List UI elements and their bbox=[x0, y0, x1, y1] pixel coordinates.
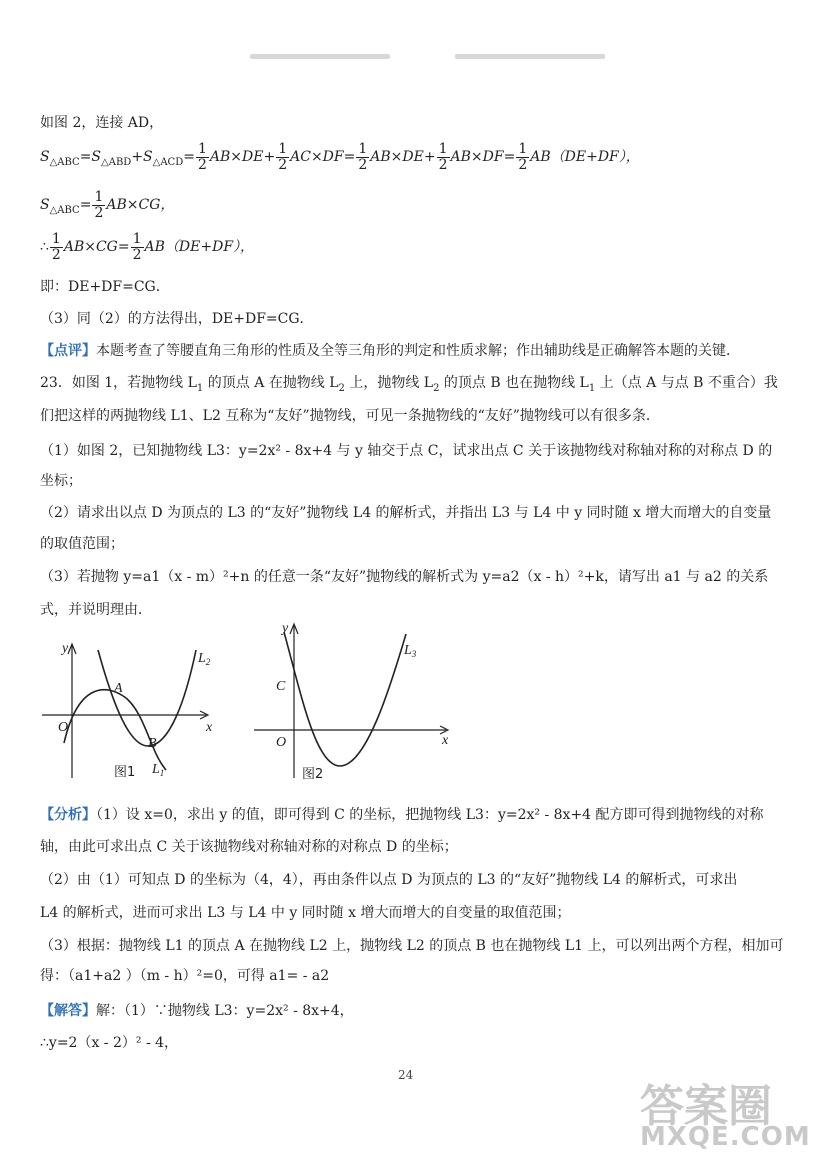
math-sub: △ACD bbox=[152, 156, 184, 168]
fig1-caption: 图1 bbox=[114, 765, 136, 780]
watermark-url: MXQE.COM bbox=[640, 1122, 811, 1152]
question-line: 的取值范围； bbox=[40, 536, 124, 552]
fig1-y-label: y bbox=[62, 641, 69, 656]
fraction: $\frac{1}{2}$ bbox=[438, 141, 448, 173]
math-text: +S bbox=[131, 149, 153, 166]
analysis-line: 轴，由此可求出点 C 关于该抛物线对称轴对称的对称点 D 的坐标； bbox=[40, 839, 458, 855]
fraction: $\frac{1}{2}$ bbox=[132, 231, 142, 263]
fraction: $\frac{1}{2}$ bbox=[358, 141, 368, 173]
fig2-point-c: C bbox=[276, 679, 286, 694]
fig1-origin-label: O bbox=[58, 720, 69, 735]
watermark-logo: 答案圈 bbox=[640, 1081, 772, 1132]
question-line: （3）若抛物 y=a1（x - m）²+n 的任意一条“友好”抛物线的解析式为 y=a2（x - h）²+k，请写出 a1 与 a2 的关系 bbox=[40, 569, 769, 585]
math-text: =S bbox=[79, 149, 102, 166]
question-line: 坐标； bbox=[40, 473, 82, 489]
math-text: AB×DF= bbox=[450, 149, 516, 166]
question-line: （2）请求出以点 D 为顶点的 L3 的“友好”抛物线 L4 的解析式，并指出 L3 与 L4 中 y 同时随 x 增大而增大的自变量 bbox=[40, 505, 772, 521]
solution-line: ∴y=2（x - 2）² - 4， bbox=[40, 1035, 179, 1051]
figure-2 bbox=[250, 618, 460, 788]
equation-line bbox=[40, 190, 174, 220]
math-text: AB×CG， bbox=[106, 197, 175, 214]
comment-line bbox=[40, 340, 740, 360]
fig2-x-label: x bbox=[442, 733, 449, 748]
analysis-line: （3）根据：抛物线 L1 的顶点 A 在抛物线 L2 上，抛物线 L2 的顶点 B 也在抛物线 L1 上，可以列出两个方程，相加可 bbox=[40, 938, 784, 954]
page-number: 24 bbox=[398, 1068, 414, 1082]
math-text: AB×DE+ bbox=[370, 149, 436, 166]
fig1-point-a: A bbox=[114, 681, 123, 696]
question-line: 式，并说明理由． bbox=[40, 602, 152, 618]
math-text: AB×CG= bbox=[63, 239, 130, 256]
fig2-y-label: y bbox=[282, 621, 289, 636]
analysis-line: L4 的解析式，进而可求出 L3 与 L4 中 y 同时随 x 增大而增大的自变量的取值范围； bbox=[40, 905, 571, 921]
solution-tag: 【解答】 bbox=[40, 1003, 96, 1019]
math-text: = bbox=[79, 197, 92, 214]
math-sub: △ABD bbox=[101, 156, 132, 168]
fig1-point-b: B bbox=[148, 736, 157, 751]
header-smudge bbox=[250, 54, 390, 59]
math-text: = bbox=[183, 149, 195, 166]
question-line: 们把这样的两抛物线 L1、L2 互称为“友好”抛物线，可见一条抛物线的“友好”抛物线可以有很多条． bbox=[40, 408, 660, 424]
math-text: AB×DE+ bbox=[209, 149, 276, 166]
math-text: AB（DE+DF）， bbox=[144, 239, 255, 256]
equation-line bbox=[40, 142, 640, 172]
fraction: $\frac{1}{2}$ bbox=[197, 141, 207, 173]
fig1-x-label: x bbox=[206, 720, 213, 735]
equation-line bbox=[40, 232, 254, 262]
header-smudge bbox=[455, 54, 605, 59]
math-text: ∴ bbox=[40, 239, 49, 256]
fig2-l3-label: $L_3$ bbox=[404, 643, 417, 659]
solution-line: 【解答】解：（1）∵抛物线 L3：y=2x² - 8x+4， bbox=[40, 1003, 354, 1019]
math-sub: △ABC bbox=[49, 156, 80, 168]
math-text: S bbox=[40, 149, 50, 166]
fig1-l2-label: $L_2$ bbox=[198, 651, 211, 667]
figure-1 bbox=[38, 628, 228, 788]
math-text: AB（DE+DF）， bbox=[530, 149, 640, 166]
math-sub: △ABC bbox=[49, 204, 80, 216]
fig2-origin-label: O bbox=[276, 735, 287, 750]
math-text: AC×DF= bbox=[290, 149, 356, 166]
fig2-caption: 图2 bbox=[302, 767, 324, 782]
fig1-l1-label: $L_1$ bbox=[152, 762, 165, 778]
comment-tag: 【点评】 bbox=[40, 343, 96, 359]
comment-text: 本题考查了等腰直角三角形的性质及全等三角形的判定和性质求解；作出辅助线是正确解答本题的关键． bbox=[96, 343, 740, 359]
analysis-line: 【分析】（1）设 x=0，求出 y 的值，即可得到 C 的坐标，把抛物线 L3：y=2x² - 8x+4 配方即可得到抛物线的对称 bbox=[40, 807, 764, 823]
curve-l3 bbox=[284, 632, 406, 766]
fraction: $\frac{1}{2}$ bbox=[278, 141, 288, 173]
fraction: $\frac{1}{2}$ bbox=[94, 189, 104, 221]
analysis-tag: 【分析】 bbox=[40, 807, 96, 823]
analysis-line: 得：（a1+a2 ）（m - h）²=0，可得 a1= - a2 bbox=[40, 968, 330, 984]
analysis-line: （2）由（1）可知点 D 的坐标为（4，4），再由条件以点 D 为顶点的 L3 的“友好”抛物线 L4 的解析式，可求出 bbox=[40, 872, 738, 888]
fraction: $\frac{1}{2}$ bbox=[518, 141, 528, 173]
question-line: （1）如图 2，已知抛物线 L3：y=2x² - 8x+4 与 y 轴交于点 C，试求出点 C 关于该抛物线对称轴对称的对称点 D 的 bbox=[40, 443, 773, 459]
question-line: 23．如图 1，若抛物线 $L_1$ 的顶点 A 在抛物线 $L_2$ 上，抛物线 $L_2$ 的顶点 B 也在抛物线 $L_1$ 上（点 A 与点 B 不重合）我 bbox=[40, 375, 778, 394]
fraction: $\frac{1}{2}$ bbox=[51, 231, 61, 263]
math-text: S bbox=[40, 197, 50, 214]
text-line: （3）同（2）的方法得出，DE+DF=CG． bbox=[40, 311, 314, 327]
text-line: 如图 2，连接 AD， bbox=[40, 115, 164, 131]
text-line: 即：DE+DF=CG． bbox=[40, 279, 170, 295]
